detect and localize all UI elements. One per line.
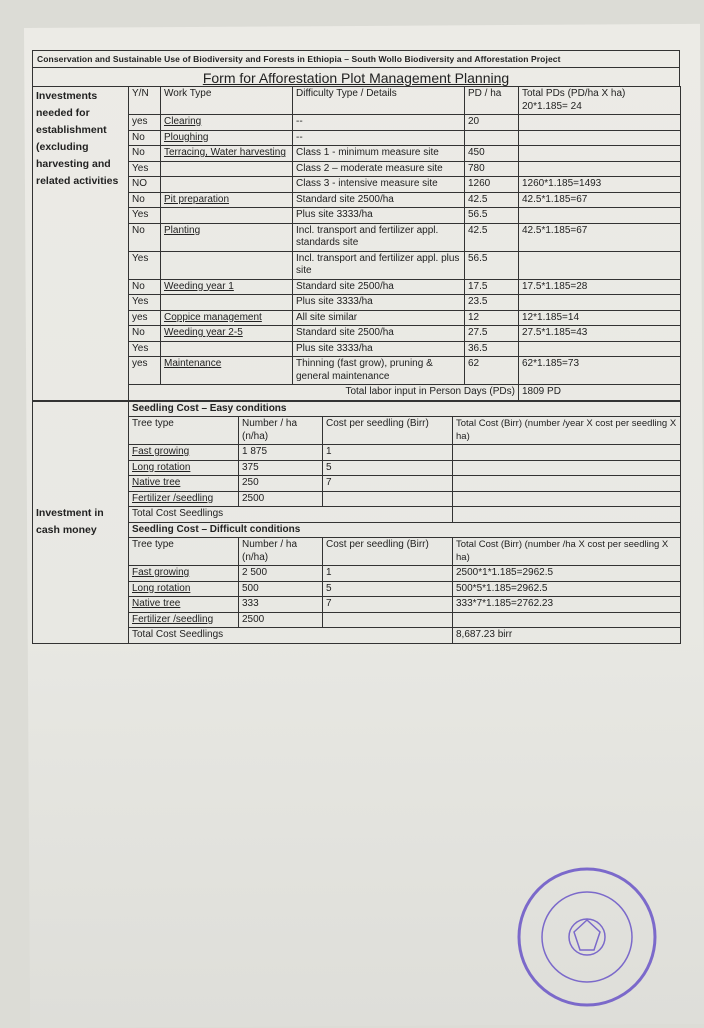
yn-cell: No [129,146,161,162]
number-cell: 250 [239,476,323,492]
detail-cell: Plus site 3333/ha [293,208,465,224]
number-cell: 375 [239,460,323,476]
work-type-cell [161,208,293,224]
yn-cell: No [129,192,161,208]
col-total-pds: Total PDs (PD/ha X ha) 20*1.185= 24 [519,87,681,115]
total-pd-cell: 17.5*1.185=28 [519,279,681,295]
total-cost-cell: 333*7*1.185=2762.23 [453,597,681,613]
cost-cell: 1 [323,566,453,582]
number-cell: 500 [239,581,323,597]
detail-cell: Thinning (fast grow), pruning & general maintenance [293,357,465,385]
total-pd-cell [519,130,681,146]
pd-cell: 62 [465,357,519,385]
col-total-cost: Total Cost (Birr) (number /year X cost per seedling X ha) [453,417,681,445]
work-type-cell: Weeding year 1 [161,279,293,295]
pd-cell: 1260 [465,177,519,193]
total-pd-cell [519,146,681,162]
labor-row [33,115,681,131]
pd-cell: 42.5 [465,223,519,251]
detail-cell: -- [293,115,465,131]
pd-cell: 450 [465,146,519,162]
labor-total-label: Total labor input in Person Days (PDs) [129,385,519,401]
total-cost-cell [453,491,681,507]
work-type-cell [161,341,293,357]
labor-table [32,86,681,401]
section-cash-label: Investment in cash money [33,401,129,643]
tree-type-cell: Fertilizer /seedling [129,612,239,628]
yn-cell: No [129,279,161,295]
seedling-total-row [33,507,681,523]
work-type-cell [161,161,293,177]
seedling-row [33,460,681,476]
labor-row [33,161,681,177]
work-type-cell: Terracing, Water harvesting [161,146,293,162]
labor-row [33,192,681,208]
total-pd-cell [519,115,681,131]
col-cost-seedling: Cost per seedling (Birr) [323,538,453,566]
seedling-total-label: Total Cost Seedlings [129,507,453,523]
labor-row [33,146,681,162]
detail-cell: Class 3 - intensive measure site [293,177,465,193]
col-total-cost: Total Cost (Birr) (number /ha X cost per seedling X ha) [453,538,681,566]
yn-cell: yes [129,115,161,131]
total-cost-cell [453,445,681,461]
col-cost-seedling: Cost per seedling (Birr) [323,417,453,445]
total-cost-cell [453,476,681,492]
total-pd-cell [519,161,681,177]
difficult-title: Seedling Cost – Difficult conditions [129,522,681,538]
total-cost-cell: 500*5*1.185=2962.5 [453,581,681,597]
yn-cell: No [129,326,161,342]
document [32,50,680,644]
cost-cell [323,612,453,628]
labor-row [33,295,681,311]
labor-row [33,357,681,385]
tree-type-cell: Native tree [129,597,239,613]
pd-cell: 17.5 [465,279,519,295]
pd-cell: 36.5 [465,341,519,357]
number-cell: 333 [239,597,323,613]
labor-row [33,130,681,146]
labor-row [33,208,681,224]
total-pd-cell: 42.5*1.185=67 [519,223,681,251]
work-type-cell: Weeding year 2-5 [161,326,293,342]
yn-cell: yes [129,310,161,326]
yn-cell: Yes [129,251,161,279]
easy-title: Seedling Cost – Easy conditions [129,401,681,417]
yn-cell: yes [129,357,161,385]
detail-cell: Incl. transport and fertilizer appl. standards site [293,223,465,251]
labor-row [33,341,681,357]
seedling-total-label: Total Cost Seedlings [129,628,453,644]
labor-total-row [33,385,681,401]
detail-cell: Incl. transport and fertilizer appl. plus site [293,251,465,279]
number-cell: 1 875 [239,445,323,461]
cost-cell: 5 [323,581,453,597]
first-total: 20*1.185= 24 [522,100,582,112]
labor-row [33,177,681,193]
seedling-row [33,597,681,613]
col-yn: Y/N [129,87,161,115]
form-title: Form for Afforestation Plot Management Planning [32,68,680,86]
seedling-row [33,491,681,507]
col-tree-type: Tree type [129,417,239,445]
seedling-row [33,612,681,628]
detail-cell: Plus site 3333/ha [293,341,465,357]
detail-cell: -- [293,130,465,146]
seedling-total-value: 8,687.23 birr [453,628,681,644]
pd-cell: 12 [465,310,519,326]
labor-row [33,310,681,326]
pd-cell: 780 [465,161,519,177]
total-cost-cell: 2500*1*1.185=2962.5 [453,566,681,582]
detail-cell: All site similar [293,310,465,326]
total-pd-cell: 1260*1.185=1493 [519,177,681,193]
detail-cell: Standard site 2500/ha [293,326,465,342]
labor-row [33,279,681,295]
labor-row [33,223,681,251]
cost-cell: 7 [323,597,453,613]
total-pd-cell: 62*1.185=73 [519,357,681,385]
labor-row [33,326,681,342]
col-difficulty: Difficulty Type / Details [293,87,465,115]
col-number-ha: Number / ha (n/ha) [239,538,323,566]
yn-cell: No [129,130,161,146]
total-pd-cell [519,295,681,311]
col-number-ha: Number / ha (n/ha) [239,417,323,445]
total-pd-cell: 12*1.185=14 [519,310,681,326]
detail-cell: Standard site 2500/ha [293,192,465,208]
work-type-cell: Clearing [161,115,293,131]
seedling-total-value [453,507,681,523]
pd-cell: 27.5 [465,326,519,342]
number-cell: 2500 [239,491,323,507]
number-cell: 2 500 [239,566,323,582]
seedling-total-row [33,628,681,644]
total-pd-cell: 27.5*1.185=43 [519,326,681,342]
cash-table [32,401,681,644]
yn-cell: Yes [129,295,161,311]
pd-cell: 20 [465,115,519,131]
total-cost-cell [453,612,681,628]
pd-cell: 23.5 [465,295,519,311]
tree-type-cell: Long rotation [129,460,239,476]
project-header: Conservation and Sustainable Use of Biodiversity and Forests in Ethiopia – South Wollo Biodiversity and Afforestation Project [32,50,680,68]
detail-cell: Class 1 - minimum measure site [293,146,465,162]
yn-cell: Yes [129,341,161,357]
section-investments-label: Investments needed for establishment (excluding harvesting and related activities [33,87,129,401]
col-work-type: Work Type [161,87,293,115]
col-tree-type: Tree type [129,538,239,566]
cost-cell: 1 [323,445,453,461]
yn-cell: Yes [129,208,161,224]
tree-type-cell: Fertilizer /seedling [129,491,239,507]
work-type-cell [161,251,293,279]
cost-cell: 5 [323,460,453,476]
seedling-row [33,566,681,582]
pd-cell: 56.5 [465,251,519,279]
detail-cell: Plus site 3333/ha [293,295,465,311]
total-cost-cell [453,460,681,476]
number-cell: 2500 [239,612,323,628]
total-pd-cell: 42.5*1.185=67 [519,192,681,208]
total-pd-cell [519,341,681,357]
labor-total-value: 1809 PD [519,385,681,401]
work-type-cell: Pit preparation [161,192,293,208]
tree-type-cell: Long rotation [129,581,239,597]
cost-cell: 7 [323,476,453,492]
detail-cell: Standard site 2500/ha [293,279,465,295]
work-type-cell [161,295,293,311]
pd-cell [465,130,519,146]
tree-type-cell: Fast growing [129,566,239,582]
cost-cell [323,491,453,507]
tree-type-cell: Native tree [129,476,239,492]
work-type-cell: Ploughing [161,130,293,146]
col-pd-ha: PD / ha [465,87,519,115]
pd-cell: 56.5 [465,208,519,224]
yn-cell: Yes [129,161,161,177]
seedling-row [33,476,681,492]
total-pd-cell [519,251,681,279]
labor-row [33,251,681,279]
seedling-row [33,581,681,597]
tree-type-cell: Fast growing [129,445,239,461]
work-type-cell: Coppice management [161,310,293,326]
work-type-cell [161,177,293,193]
seedling-row [33,445,681,461]
detail-cell: Class 2 – moderate measure site [293,161,465,177]
official-stamp [512,862,662,1012]
work-type-cell: Maintenance [161,357,293,385]
total-pd-cell [519,208,681,224]
yn-cell: NO [129,177,161,193]
work-type-cell: Planting [161,223,293,251]
pd-cell: 42.5 [465,192,519,208]
yn-cell: No [129,223,161,251]
